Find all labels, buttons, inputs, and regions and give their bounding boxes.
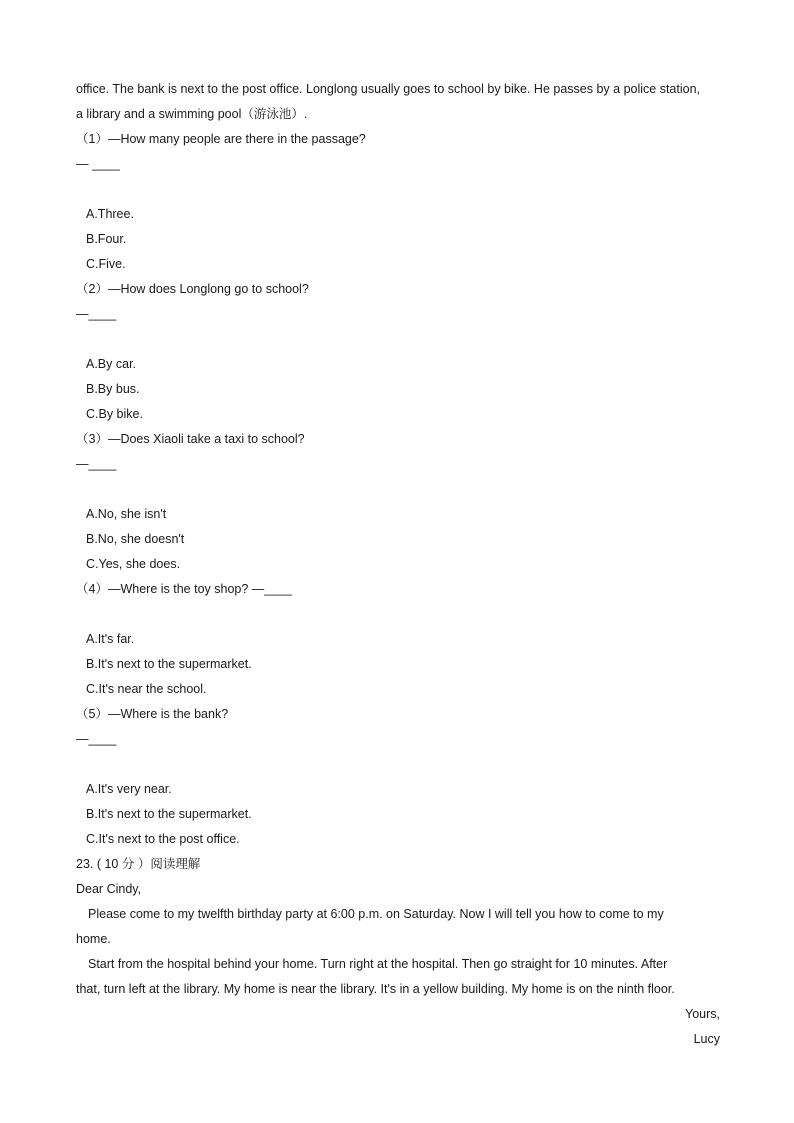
question-2: [76, 279, 720, 304]
question-2-option-a: A.By car.: [86, 357, 137, 371]
question-5-answer-blank: —____: [76, 732, 117, 746]
question-3: [76, 429, 720, 454]
letter-para-1-line-1: Please come to my twelfth birthday party at 6:00 p.m. on Saturday. Now I will tell you how to come to my: [88, 907, 664, 921]
document-page: [76, 79, 720, 1054]
question-4-option-b: B.It's next to the supermarket.: [86, 657, 252, 671]
question-5-prompt: —Where is the bank?: [107, 707, 229, 721]
spacer: [76, 479, 720, 504]
question-2-option-b: B.By bus.: [86, 382, 140, 396]
question-1-option-c: C.Five.: [86, 257, 126, 271]
spacer: [76, 754, 720, 779]
question-3-option-a: A.No, she isn't: [86, 507, 167, 521]
letter-para-2-line-2: that, turn left at the library. My home is near the library. It's in a yellow building. My home is on the ninth floor.: [76, 982, 675, 996]
question-2-prompt: —How does Longlong go to school?: [107, 282, 309, 296]
question-4-number: （4）: [76, 582, 108, 596]
spacer: [76, 179, 720, 204]
question-4: [76, 579, 720, 604]
question-3-prompt: —Does Xiaoli take a taxi to school?: [107, 432, 305, 446]
question-5-number: （5）: [76, 707, 108, 721]
question-4-option-a: A.It's far.: [86, 632, 135, 646]
question-3-option-c: C.Yes, she does.: [86, 557, 181, 571]
question-5-option-c: C.It's next to the post office.: [86, 832, 240, 846]
passage-line-1: office. The bank is next to the post office. Longlong usually goes to school by bike. He passes by a police station,: [76, 82, 700, 96]
question-5: [76, 704, 720, 729]
passage-line-2: a library and a swimming pool（游泳池）.: [76, 107, 308, 121]
question-1-prompt: —How many people are there in the passage?: [107, 132, 366, 146]
question-2-answer-blank: —____: [76, 307, 117, 321]
letter-salutation: Dear Cindy,: [76, 882, 142, 896]
question-1: [76, 129, 720, 154]
question-5-option-a: A.It's very near.: [86, 782, 172, 796]
question-5-option-b: B.It's next to the supermarket.: [86, 807, 252, 821]
question-1-number: （1）: [76, 132, 108, 146]
question-4-prompt: —Where is the toy shop? —____: [107, 582, 293, 596]
question-1-option-b: B.Four.: [86, 232, 127, 246]
question-1-option-a: A.Three.: [86, 207, 134, 221]
question-4-option-c: C.It's near the school.: [86, 682, 207, 696]
question-3-number: （3）: [76, 432, 108, 446]
letter-closing: Yours,: [685, 1007, 720, 1021]
question-3-answer-blank: —____: [76, 457, 117, 471]
question-1-answer-blank: — ____: [76, 157, 120, 171]
letter-para-2-line-1: Start from the hospital behind your home. Turn right at the hospital. Then go straight for 10 minutes. After: [88, 957, 668, 971]
question-3-option-b: B.No, she doesn't: [86, 532, 185, 546]
letter-para-1-line-2: home.: [76, 932, 111, 946]
spacer: [76, 604, 720, 629]
spacer: [76, 329, 720, 354]
question-2-option-c: C.By bike.: [86, 407, 143, 421]
section-23-heading: 23. ( 10 分 ）阅读理解: [76, 857, 201, 871]
question-2-number: （2）: [76, 282, 108, 296]
letter-signature: Lucy: [693, 1032, 720, 1046]
